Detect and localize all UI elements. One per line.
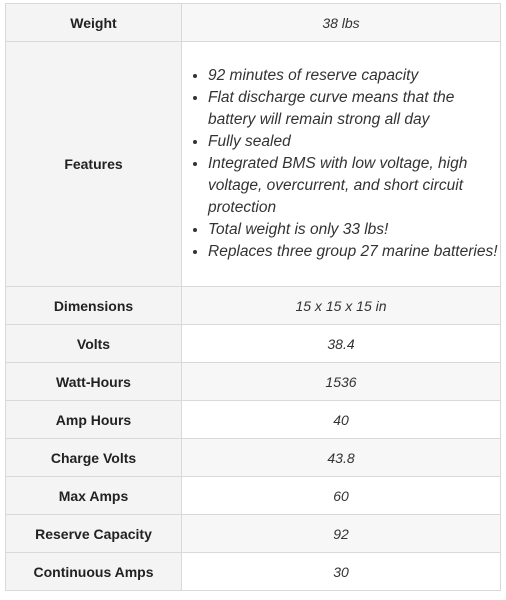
row-label: Continuous Amps — [6, 553, 182, 591]
table-row-max-amps — [6, 477, 501, 515]
row-value: 30 — [182, 553, 501, 591]
row-value: 43.8 — [182, 439, 501, 477]
table-row-continuous-amps — [6, 553, 501, 591]
feature-item: • Integrated BMS with low voltage, high voltage, overcurrent, and short circuit protection — [208, 153, 500, 219]
row-value: 60 — [182, 477, 501, 515]
feature-item: • Replaces three group 27 marine batteries! — [208, 241, 500, 263]
table-row-features — [6, 42, 501, 287]
table-row-dimensions — [6, 287, 501, 325]
spec-table — [5, 3, 501, 591]
table-row-reserve-capacity — [6, 515, 501, 553]
row-label: Volts — [6, 325, 182, 363]
row-label: Watt-Hours — [6, 363, 182, 401]
feature-item: • Total weight is only 33 lbs! — [208, 219, 500, 241]
row-value: 15 x 15 x 15 in — [182, 287, 501, 325]
features-cell — [182, 42, 501, 287]
row-label: Charge Volts — [6, 439, 182, 477]
row-value: 1536 — [182, 363, 501, 401]
row-value: 38 lbs — [182, 4, 501, 42]
row-label: Features — [6, 42, 182, 287]
feature-item: • Flat discharge curve means that the battery will remain strong all day — [208, 87, 500, 131]
row-label: Weight — [6, 4, 182, 42]
feature-list — [182, 65, 500, 263]
row-label: Reserve Capacity — [6, 515, 182, 553]
table-row-amp-hours — [6, 401, 501, 439]
feature-item: • Fully sealed — [208, 131, 500, 153]
table-row-watt-hours — [6, 363, 501, 401]
row-value: 40 — [182, 401, 501, 439]
row-value: 92 — [182, 515, 501, 553]
row-label: Amp Hours — [6, 401, 182, 439]
table-row-weight — [6, 4, 501, 42]
row-label: Dimensions — [6, 287, 182, 325]
table-row-volts — [6, 325, 501, 363]
feature-item: • 92 minutes of reserve capacity — [208, 65, 500, 87]
row-value: 38.4 — [182, 325, 501, 363]
row-label: Max Amps — [6, 477, 182, 515]
table-row-charge-volts — [6, 439, 501, 477]
